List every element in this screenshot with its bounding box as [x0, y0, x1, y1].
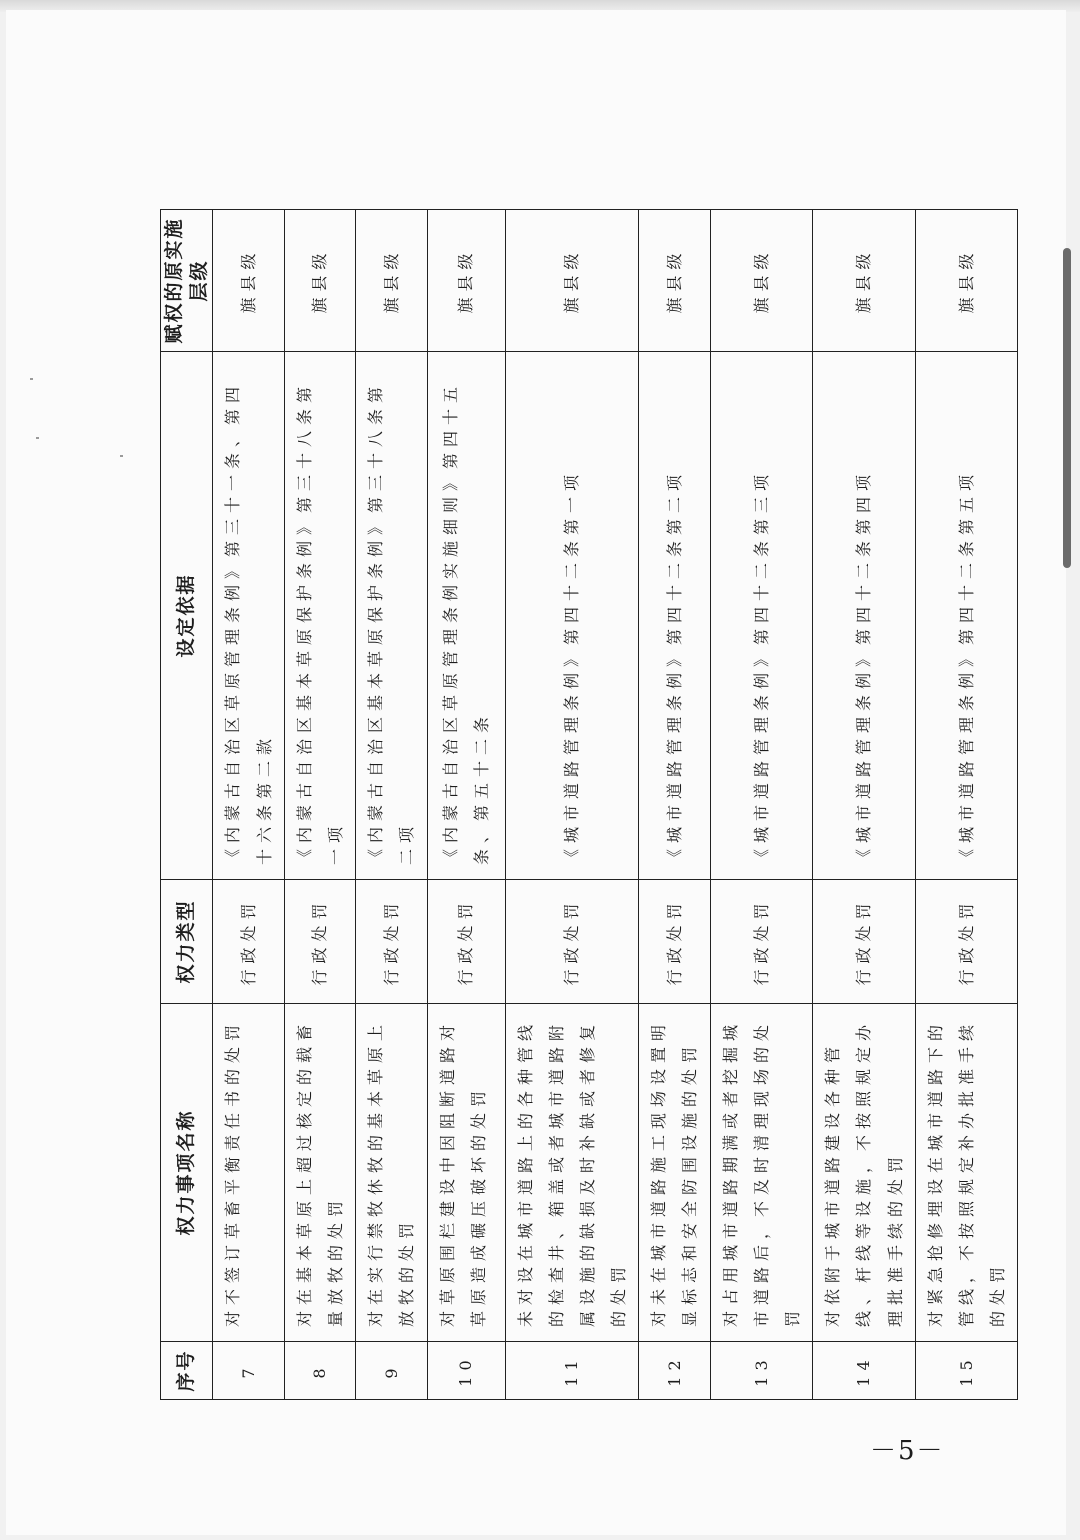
header-no: 序号 [161, 1342, 213, 1400]
row-name: 对未在城市道路施工现场设置明显标志和安全防围设施的处罚 [639, 1004, 710, 1342]
row-name: 对在实行禁牧休牧的基本草原上放牧的处罚 [356, 1004, 427, 1342]
table-row [710, 210, 813, 1400]
row-name: 对依附于城市道路建设各种管线、杆线等设施，不按照规定办理批准手续的处罚 [813, 1004, 916, 1342]
table-row [284, 210, 355, 1400]
row-basis: 《内蒙古自治区基本草原保护条例》第三十八条第二项 [356, 352, 427, 880]
row-name: 对在基本草原上超过核定的载畜量放牧的处罚 [284, 1004, 355, 1342]
page-number: －5－ [870, 1436, 945, 1466]
table-row [427, 210, 505, 1400]
row-basis: 《城市道路管理条例》第四十二条第二项 [639, 352, 710, 880]
row-basis: 《内蒙古自治区基本草原保护条例》第三十八条第一项 [284, 352, 355, 880]
scrollbar-thumb[interactable] [1063, 248, 1071, 568]
row-level: 旗县级 [813, 210, 916, 352]
row-basis: 《城市道路管理条例》第四十二条第三项 [710, 352, 813, 880]
table-row [915, 210, 1018, 1400]
row-level: 旗县级 [505, 210, 639, 352]
table-row [356, 210, 427, 1400]
rotated-table-container [160, 210, 1008, 1400]
row-no: 8 [284, 1342, 355, 1400]
row-name: 对占用城市道路期满或者挖掘城市道路后，不及时清理现场的处罚 [710, 1004, 813, 1342]
row-type: 行政处罚 [639, 880, 710, 1004]
header-level: 赋权的原实施层级 [161, 210, 213, 352]
row-no: 11 [505, 1342, 639, 1400]
row-level: 旗县级 [213, 210, 284, 352]
row-type: 行政处罚 [915, 880, 1018, 1004]
table-row [505, 210, 639, 1400]
row-basis: 《内蒙古自治区草原管理条例实施细则》第四十五条、第五十二条 [427, 352, 505, 880]
table-row [639, 210, 710, 1400]
row-no: 10 [427, 1342, 505, 1400]
row-name: 对紧急抢修埋设在城市道路下的管线，不按照规定补办批准手续的处罚 [915, 1004, 1018, 1342]
row-type: 行政处罚 [710, 880, 813, 1004]
table-row [213, 210, 284, 1400]
scan-speck [36, 437, 39, 439]
row-type: 行政处罚 [284, 880, 355, 1004]
row-type: 行政处罚 [213, 880, 284, 1004]
row-type: 行政处罚 [505, 880, 639, 1004]
row-level: 旗县级 [427, 210, 505, 352]
row-basis: 《城市道路管理条例》第四十二条第一项 [505, 352, 639, 880]
row-level: 旗县级 [356, 210, 427, 352]
row-type: 行政处罚 [813, 880, 916, 1004]
header-name: 权力事项名称 [161, 1004, 213, 1342]
row-name: 对不签订草畜平衡责任书的处罚 [213, 1004, 284, 1342]
powers-table [160, 209, 1018, 1400]
row-level: 旗县级 [915, 210, 1018, 352]
row-no: 13 [710, 1342, 813, 1400]
row-type: 行政处罚 [356, 880, 427, 1004]
row-type: 行政处罚 [427, 880, 505, 1004]
row-name: 未对设在城市道路上的各种管线的检查井、箱盖或者城市道路附属设施的缺损及时补缺或者修复的处罚 [505, 1004, 639, 1342]
row-level: 旗县级 [284, 210, 355, 352]
row-name: 对草原围栏建设中因阻断道路对草原造成碾压破坏的处罚 [427, 1004, 505, 1342]
row-no: 14 [813, 1342, 916, 1400]
row-basis: 《内蒙古自治区草原管理条例》第三十一条、第四十六条第二款 [213, 352, 284, 880]
row-level: 旗县级 [710, 210, 813, 352]
row-no: 9 [356, 1342, 427, 1400]
table-row [813, 210, 916, 1400]
row-basis: 《城市道路管理条例》第四十二条第五项 [915, 352, 1018, 880]
row-no: 15 [915, 1342, 1018, 1400]
header-type: 权力类型 [161, 880, 213, 1004]
scan-speck [120, 455, 123, 457]
table-header-row [161, 210, 213, 1400]
row-no: 12 [639, 1342, 710, 1400]
row-level: 旗县级 [639, 210, 710, 352]
row-basis: 《城市道路管理条例》第四十二条第四项 [813, 352, 916, 880]
header-basis: 设定依据 [161, 352, 213, 880]
row-no: 7 [213, 1342, 284, 1400]
scan-speck [30, 378, 33, 380]
